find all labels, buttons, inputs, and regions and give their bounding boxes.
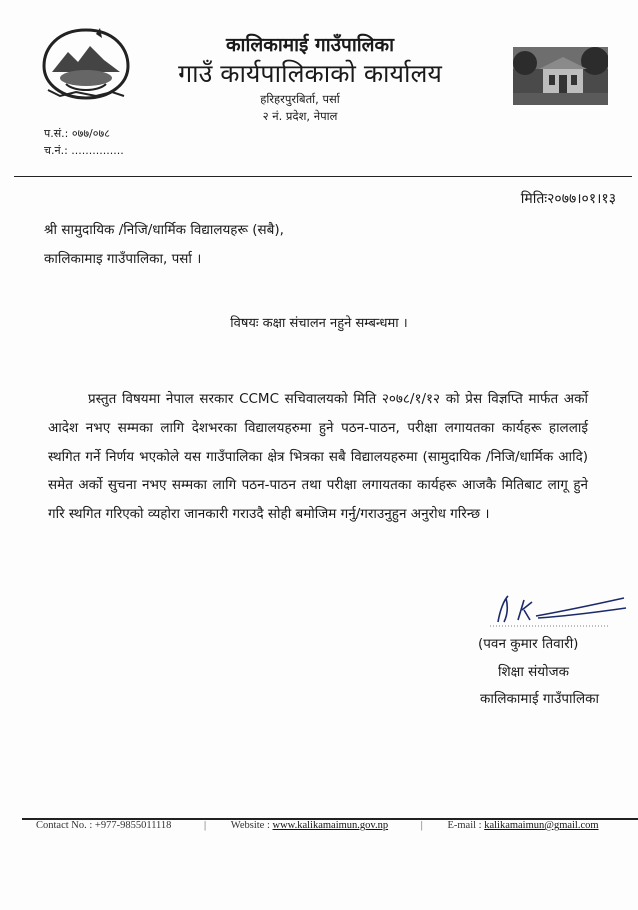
office-name: गाउँ कार्यपालिकाको कार्यालय xyxy=(178,59,442,88)
contact-value: +977-9855011118 xyxy=(94,820,172,832)
org-name: कालिकामाई गाउँपालिका xyxy=(225,34,395,56)
website-link[interactable]: www.kalikamaimun.gov.np xyxy=(272,820,389,831)
signatory-org: कालिकामाई गाउँपालिका xyxy=(480,691,600,707)
handwritten-signature xyxy=(478,592,628,632)
recipient-line-2: कालिकामाइ गाउँपालिका, पर्सा । xyxy=(44,251,202,267)
recipient-line-1: श्री सामुदायिक /निजि/धार्मिक विद्यालयहरू (सबै), xyxy=(44,222,284,238)
chn-value: ............... xyxy=(71,144,124,157)
reference-ps xyxy=(44,126,110,141)
ps-label: प.सं.: xyxy=(44,127,69,140)
footer-separator: | xyxy=(420,820,423,832)
ps-value: ०७७/०७८ xyxy=(71,127,110,140)
nepal-emblem-icon xyxy=(38,26,134,102)
email-link[interactable]: kalikamaimun@gmail.com xyxy=(484,820,599,831)
header-divider xyxy=(14,176,632,177)
office-building-photo xyxy=(513,47,608,105)
chn-label: च.नं.: xyxy=(44,144,68,157)
letter-date: मितिः२०७७।०१।१३ xyxy=(520,191,616,207)
signatory-name: (पवन कुमार तिवारी) xyxy=(478,636,579,652)
footer xyxy=(36,820,626,831)
address-line-1: हरिहरपुरबिर्ता, पर्सा xyxy=(260,92,340,106)
email-label: E-mail : xyxy=(447,820,482,832)
contact-label: Contact No. : xyxy=(36,820,93,832)
footer-separator: | xyxy=(204,820,207,832)
address-line-2: २ नं. प्रदेश, नेपाल xyxy=(262,109,338,123)
website-label: Website : xyxy=(230,820,270,832)
reference-chn xyxy=(44,143,124,158)
letter-subject: विषयः कक्षा संचालन नहुने सम्बन्धमा । xyxy=(230,316,408,331)
letter-body xyxy=(48,385,588,529)
signatory-title: शिक्षा संयोजक xyxy=(498,664,569,680)
letter-body-text: प्रस्तुत विषयमा नेपाल सरकार CCMC सचिवालयको मिति २०७८/१/१२ को प्रेस विज्ञप्ति मार्फत अर्को आदेश नभए सम्मका लागि देशभरका विद्यालयहरुमा हुने पठन-पाठन, परीक्षा लगायतका कार्यहरू हाललाई स्थगित गर्ने निर्णय भएकोले यस गाउँपालिका क्षेत्र भित्रका सबै विद्यालयहरुमा (सामुदायिक /निजि/धार्मिक आदि) समेत अर्को सुचना नभए सम्मका लागि पठन-पाठन तथा परीक्षा लगायतका कार्यहरू आजकै मितिबाट लागू हुने गरि स्थगित गरिएको व्यहोरा जानकारी गराउदै सोही बमोजिम गर्नु/गराउनुहुन अनुरोध गरिन्छ । xyxy=(48,391,588,523)
